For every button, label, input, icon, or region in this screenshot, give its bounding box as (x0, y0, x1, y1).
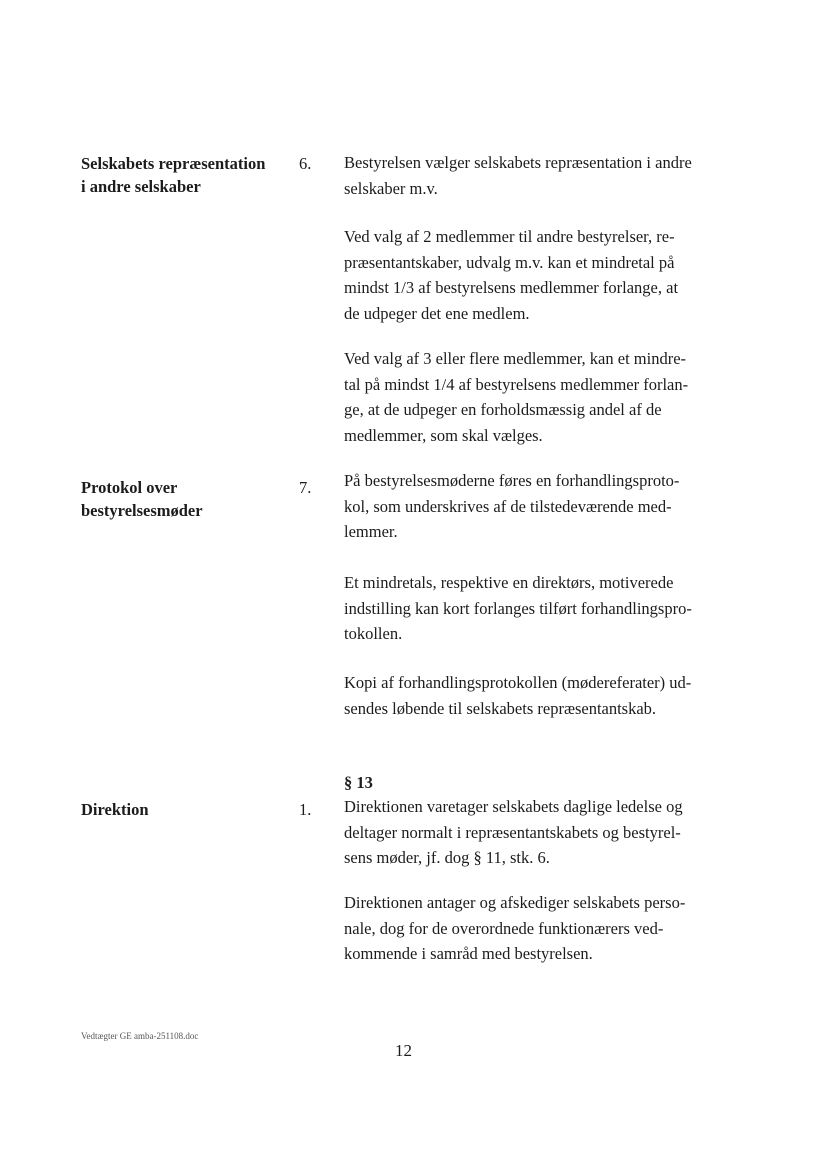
paragraph: Kopi af forhandlingsprotokollen (mødereferater) ud- sendes løbende til selskabets repræsentantskab. (344, 673, 692, 718)
paragraph: Bestyrelsen vælger selskabets repræsentation i andre selskaber m.v. (344, 153, 692, 198)
item-number: 7. (299, 478, 312, 497)
item-number: 6. (299, 154, 312, 173)
section-heading (81, 152, 296, 198)
paragraph: Direktionen varetager selskabets daglige ledelse og deltager normalt i repræsentantskabets og bestyrel- sens møder, jf. dog § 11, stk. 6. (344, 797, 683, 867)
section-mark: § 13 (344, 773, 373, 792)
heading-line: Protokol over (81, 478, 178, 497)
footer-filename: Vedtægter GE amba-251108.doc (81, 1031, 199, 1041)
section-heading (81, 798, 296, 821)
heading-line: Selskabets repræsentation (81, 154, 266, 173)
heading-line: Direktion (81, 800, 149, 819)
item-number: 1. (299, 800, 312, 819)
heading-line: i andre selskaber (81, 177, 201, 196)
paragraph: Ved valg af 2 medlemmer til andre bestyrelser, re- præsentantskaber, udvalg m.v. kan et mindretal på mindst 1/3 af bestyrelsens medlemmer forlange, at de udpeger det ene medlem. (344, 227, 679, 323)
paragraph: Et mindretals, respektive en direktørs, motiverede indstilling kan kort forlanges tilført forhandlingspro- tokollen. (344, 573, 692, 643)
paragraph: Ved valg af 3 eller flere medlemmer, kan et mindre- tal på mindst 1/4 af bestyrelsens medlemmer forlan- ge, at de udpeger en forholdsmæssig andel af de medlemmer, som skal vælges. (344, 349, 689, 445)
paragraph: Direktionen antager og afskediger selskabets perso- nale, dog for de overordnede funktionærers ved- kommende i samråd med bestyrelsen. (344, 893, 686, 963)
heading-line: bestyrelsesmøder (81, 501, 203, 520)
page-number: 12 (395, 1041, 412, 1060)
paragraph: På bestyrelsesmøderne føres en forhandlingsproto- kol, som underskrives af de tilstedeværende med- lemmer. (344, 471, 680, 541)
section-heading (81, 476, 296, 522)
